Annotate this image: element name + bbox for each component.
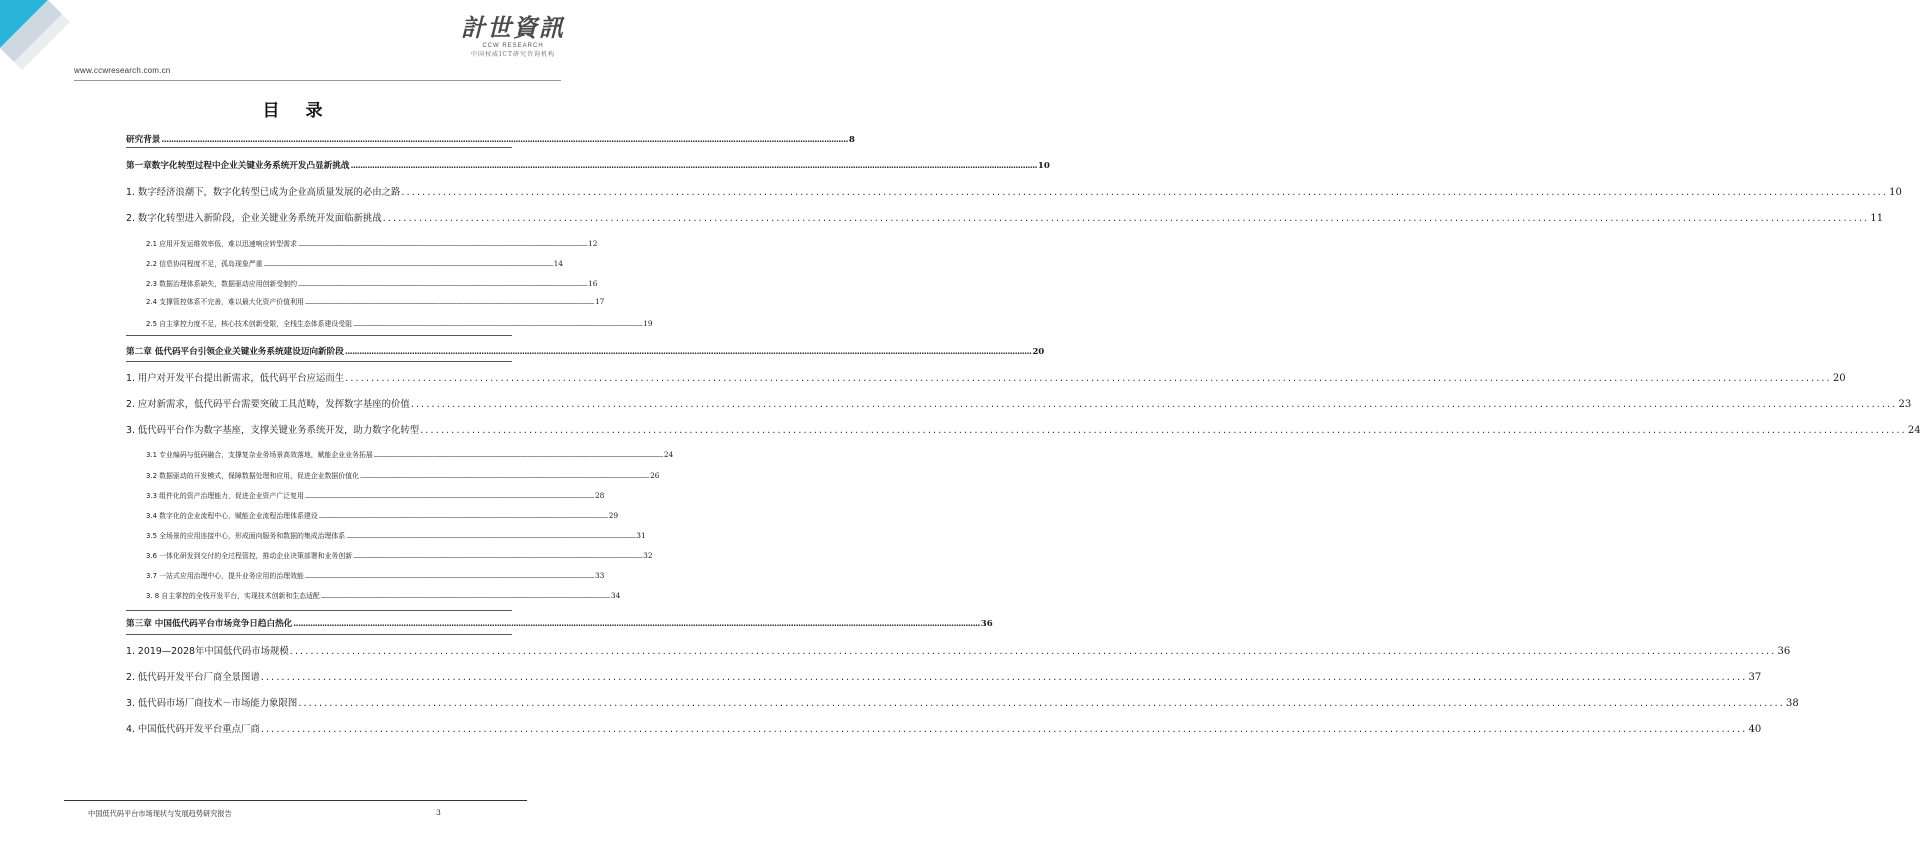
toc-leader-dots bbox=[374, 452, 663, 459]
toc-entry-label: 3. 8 自主掌控的全栈开发平台，实现技术创新和生态适配 bbox=[146, 592, 320, 600]
ccw-logo bbox=[453, 14, 573, 72]
toc-leader-dots bbox=[353, 553, 642, 560]
toc-entry-page: 11 bbox=[1870, 213, 1884, 224]
footer-report-title: 中国低代码平台市场现状与发展趋势研究报告 bbox=[88, 809, 232, 818]
toc-entry-label: 3.2 数据驱动的开发模式，保障数据处理和应用，促进企业数据价值化 bbox=[146, 472, 359, 480]
toc-leader-dots bbox=[360, 473, 649, 480]
toc-leader-dots bbox=[290, 646, 1777, 657]
toc-leader-dots bbox=[261, 672, 1748, 683]
toc-leader-dots bbox=[161, 135, 847, 145]
toc-entry-label: 3. 低代码平台作为数字基座，支撑关键业务系统开发，助力数字化转型 bbox=[126, 425, 420, 436]
toc-entry-label: 3.6 一体化研发到交付的全过程管控，推动企业决策部署和业务创新 bbox=[146, 552, 353, 560]
toc-entry-page: 24 bbox=[1907, 425, 1921, 436]
toc-leader-dots bbox=[346, 533, 635, 540]
toc-entry-page: 10 bbox=[1037, 161, 1050, 171]
toc-entry-page: 23 bbox=[1898, 399, 1912, 410]
toc-entry[interactable] bbox=[146, 530, 646, 540]
toc-entry-label: 2. 数字化转型进入新阶段，企业关键业务系统开发面临新挑战 bbox=[126, 213, 382, 224]
toc-entry[interactable] bbox=[146, 490, 605, 500]
toc-entry[interactable] bbox=[126, 643, 1791, 657]
toc-leader-dots bbox=[411, 399, 1898, 410]
toc-entry[interactable] bbox=[126, 669, 1762, 683]
toc-leader-dots bbox=[319, 513, 608, 520]
toc-entry-label: 1. 用户对开发平台提出新需求，低代码平台应运而生 bbox=[126, 373, 345, 384]
toc-entry[interactable] bbox=[146, 449, 674, 459]
toc-entry-page: 14 bbox=[553, 259, 563, 268]
toc-entry-label: 2.2 信息协同程度不足，孤岛现象严重 bbox=[146, 260, 263, 268]
toc-entry[interactable] bbox=[126, 370, 1846, 384]
toc-leader-dots bbox=[401, 187, 1888, 198]
toc-entry[interactable] bbox=[126, 345, 1045, 357]
toc-leader-dots bbox=[298, 241, 587, 248]
corner-decoration bbox=[0, 0, 80, 80]
toc-entry-page: 19 bbox=[643, 319, 653, 328]
toc-entry-label: 1. 数字经济浪潮下，数字化转型已成为企业高质量发展的必由之路 bbox=[126, 187, 401, 198]
toc-entry[interactable] bbox=[126, 210, 1884, 224]
logo-tagline: 中国权威ICT研究咨询机构 bbox=[471, 51, 555, 58]
toc-entry[interactable] bbox=[126, 396, 1912, 410]
toc-leader-dots bbox=[264, 261, 553, 268]
toc-entry[interactable] bbox=[146, 318, 653, 328]
toc-entry-page: 16 bbox=[588, 279, 598, 288]
toc-leader-dots bbox=[298, 281, 587, 288]
toc-leader-dots bbox=[350, 161, 1036, 171]
toc-leader-dots bbox=[321, 593, 610, 600]
toc-entry-label: 2. 应对新需求，低代码平台需要突破工具范畴，发挥数字基座的价值 bbox=[126, 399, 410, 410]
toc-entry[interactable] bbox=[126, 422, 1921, 436]
toc-leader-dots bbox=[305, 493, 594, 500]
toc-entry[interactable] bbox=[126, 133, 855, 145]
toc-entry[interactable] bbox=[146, 470, 660, 480]
toc-entry[interactable] bbox=[146, 238, 598, 248]
toc-entry-page: 28 bbox=[594, 491, 605, 500]
toc-entry-page: 12 bbox=[588, 239, 598, 248]
toc-entry-label: 3.5 全场景的应用连接中心，形成面向服务和数据的集成治理体系 bbox=[146, 532, 346, 540]
toc-entry[interactable] bbox=[146, 296, 605, 306]
toc-entry-label: 2.1 应用开发运维效率低，难以迅速响应转型需求 bbox=[146, 240, 297, 248]
toc-entry[interactable] bbox=[126, 721, 1762, 735]
toc-entry-label: 3.1 专业编码与低码融合，支撑复杂业务场景高效落地，赋能企业业务拓展 bbox=[146, 451, 373, 459]
toc-entry-page: 33 bbox=[594, 571, 605, 580]
toc-entry[interactable] bbox=[146, 258, 563, 268]
toc-leader-dots bbox=[261, 724, 1748, 735]
toc-leader-dots bbox=[383, 213, 1870, 224]
toc-leader-dots bbox=[353, 321, 642, 328]
footer-page-number: 3 bbox=[436, 808, 441, 817]
toc-entry-page: 32 bbox=[643, 551, 653, 560]
toc-leader-dots bbox=[345, 347, 1031, 357]
toc-entry-page: 20 bbox=[1832, 373, 1846, 384]
toc-entry-label: 第三章 中国低代码平台市场竞争日趋白热化 bbox=[126, 619, 293, 629]
toc-leader-dots bbox=[345, 373, 1832, 384]
toc-entry-page: 37 bbox=[1748, 672, 1762, 683]
toc-entry-label: 3.3 组件化的资产治理能力，促进企业资产广泛复用 bbox=[146, 492, 304, 500]
toc-section-rule bbox=[126, 361, 512, 362]
toc-leader-dots bbox=[305, 299, 594, 306]
toc-entry[interactable] bbox=[146, 590, 621, 600]
toc-entry[interactable] bbox=[146, 550, 653, 560]
footer-divider bbox=[64, 800, 527, 801]
toc-entry-label: 3.4 数字化的企业流程中心，赋能企业流程治理体系建设 bbox=[146, 512, 318, 520]
toc-entry-label: 第二章 低代码平台引领企业关键业务系统建设迈向新阶段 bbox=[126, 347, 344, 357]
toc-entry[interactable] bbox=[146, 278, 598, 288]
toc-entry-label: 3.7 一站式应用治理中心，提升业务应用的治理效能 bbox=[146, 572, 304, 580]
toc-entry-page: 31 bbox=[636, 531, 646, 540]
website-url[interactable]: www.ccwresearch.com.cn bbox=[74, 66, 171, 75]
toc-entry-label: 2. 低代码开发平台厂商全景图谱 bbox=[126, 672, 260, 683]
toc-entry-label: 1. 2019—2028年中国低代码市场规模 bbox=[126, 646, 289, 657]
toc-entry-page: 10 bbox=[1889, 187, 1902, 198]
toc-entry-page: 34 bbox=[610, 591, 621, 600]
toc-entry-page: 40 bbox=[1748, 724, 1762, 735]
toc-section-rule bbox=[126, 335, 512, 336]
toc-entry-page: 36 bbox=[1777, 646, 1791, 657]
toc-entry[interactable] bbox=[126, 184, 1902, 198]
toc-entry-label: 3. 低代码市场厂商技术－市场能力象限图 bbox=[126, 698, 298, 709]
toc-entry-page: 29 bbox=[608, 511, 619, 520]
toc-entry[interactable] bbox=[126, 695, 1799, 709]
toc-entry[interactable] bbox=[146, 510, 619, 520]
toc-section-rule bbox=[126, 147, 512, 148]
toc-entry[interactable] bbox=[126, 617, 993, 629]
logo-chinese-text: 計世資訊 bbox=[461, 13, 565, 42]
toc-entry[interactable] bbox=[146, 570, 605, 580]
toc-entry-page: 26 bbox=[650, 471, 660, 480]
toc-leader-dots bbox=[305, 573, 594, 580]
toc-section-rule bbox=[126, 634, 512, 635]
toc-entry[interactable] bbox=[126, 159, 1050, 171]
toc-entry-label: 第一章数字化转型过程中企业关键业务系统开发凸显新挑战 bbox=[126, 161, 350, 171]
toc-entry-label: 2.5 自主掌控力度不足，核心技术创新受限，全栈生态体系建设受阻 bbox=[146, 320, 353, 328]
header-divider bbox=[74, 80, 561, 81]
toc-entry-label: 研究背景 bbox=[126, 135, 161, 145]
toc-entry-page: 8 bbox=[848, 135, 855, 145]
logo-english-text: CCW RESEARCH bbox=[482, 43, 544, 49]
toc-leader-dots bbox=[298, 698, 1785, 709]
toc-entry-label: 2.4 支撑管控体系不完善，难以最大化资产价值利用 bbox=[146, 298, 304, 306]
toc-section-rule bbox=[126, 610, 512, 611]
toc-entry-page: 24 bbox=[663, 450, 674, 459]
toc-leader-dots bbox=[420, 425, 1907, 436]
toc-leader-dots bbox=[293, 619, 979, 629]
toc-entry-page: 38 bbox=[1785, 698, 1799, 709]
toc-entry-page: 36 bbox=[980, 619, 993, 629]
toc-entry-page: 20 bbox=[1032, 347, 1045, 357]
toc-entry-label: 2.3 数据治理体系缺失，数据驱动应用创新受制约 bbox=[146, 280, 297, 288]
toc-entry-page: 17 bbox=[594, 297, 605, 306]
toc-entry-label: 4. 中国低代码开发平台重点厂商 bbox=[126, 724, 260, 735]
page-title: 目 录 bbox=[262, 101, 333, 121]
